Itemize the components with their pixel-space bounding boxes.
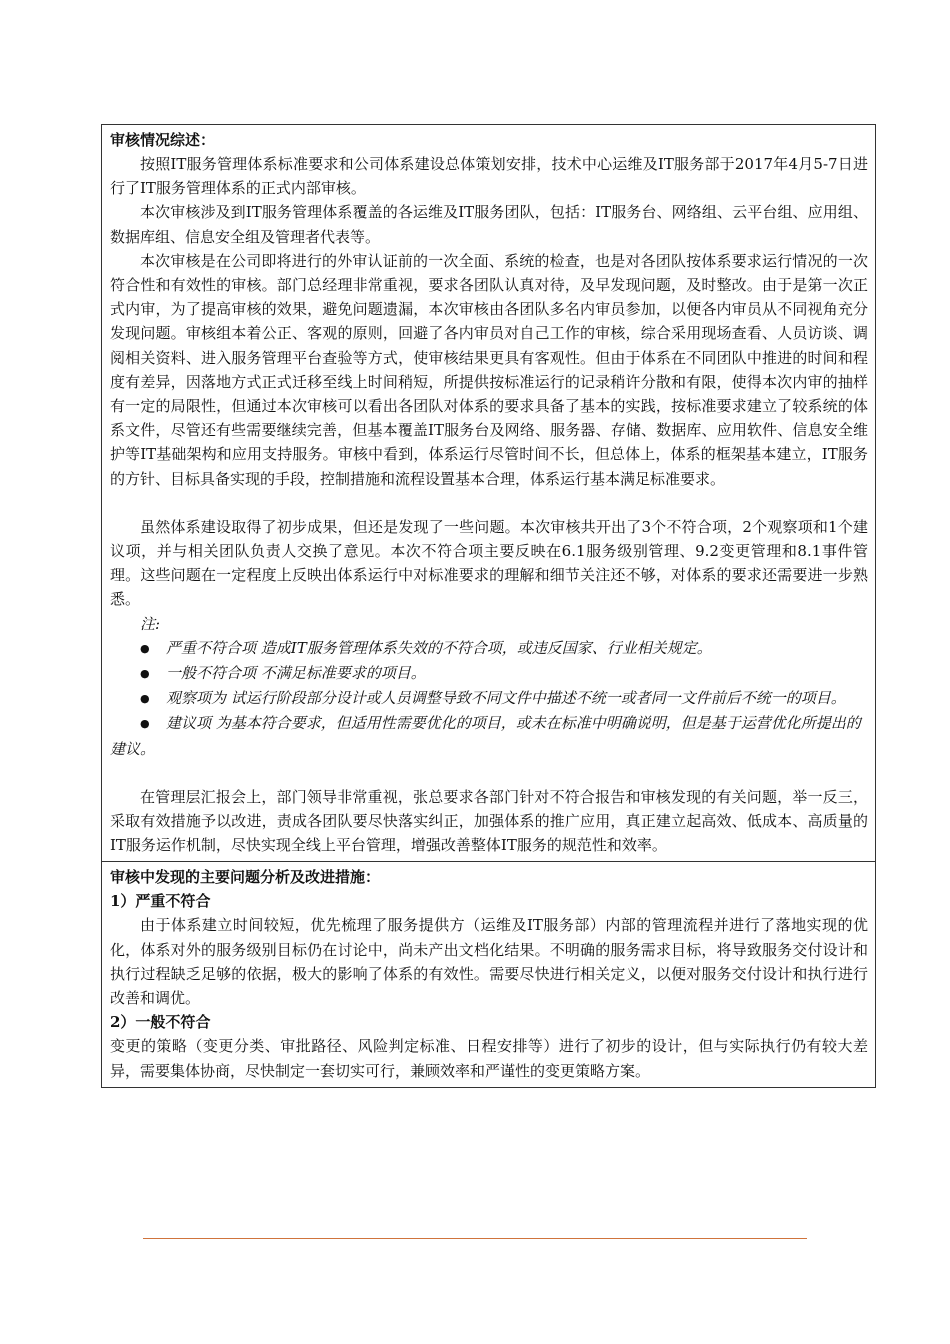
blank-line	[110, 761, 868, 785]
summary-paragraph: 虽然体系建设取得了初步成果，但还是发现了一些问题。本次审核共开出了3个不符合项，2个观察项和1个建议项，并与相关团队负责人交换了意见。本次不符合项主要反映在6.1服务级别管理、9.2变更管理和8.1事件管理。这些问题在一定程度上反映出体系运行中对标准要求的理解和细节关注还不够，对体系的要求还需要进一步熟悉。	[110, 517, 868, 609]
audit-summary-section	[102, 125, 875, 861]
serious-nonconformity-text: 由于体系建立时间较短，优先梳理了服务提供方（运维及IT服务部）内部的管理流程并进行了落地实现的优化，体系对外的服务级别目标仍在讨论中，尚未产出文档化结果。不明确的服务需求目标，将导致服务交付设计和执行过程缺乏足够的依据，极大的影响了体系的有效性。需要尽快进行相关定义，以便对服务交付设计和执行进行改善和调优。	[110, 916, 868, 1008]
serious-nonconformity-title: 1）严重不符合	[110, 892, 211, 911]
general-nonconformity-title: 2）一般不符合	[110, 1013, 211, 1032]
note-item	[110, 686, 868, 711]
note-text: 严重不符合项 造成IT服务管理体系失效的不符合项，或违反国家、行业相关规定。	[166, 638, 712, 657]
note-item	[110, 661, 868, 686]
summary-paragraph: 本次审核是在公司即将进行的外审认证前的一次全面、系统的检查，也是对各团队按体系要求运行情况的一次符合性和有效性的审核。部门总经理非常重视，要求各团队认真对待，及早发现问题，及时整改。由于是第一次正式内审，为了提高审核的效果，避免问题遗漏，本次审核由各团队多名内审员参加，以便各内审员从不同视角充分发现问题。审核组本着公正、客观的原则，回避了各内审员对自己工作的审核，综合采用现场查看、人员访谈、调阅相关资料、进入服务管理平台查验等方式，使审核结果更具有客观性。但由于体系在不同团队中推进的时间和程度有差异，因落地方式正式迁移至线上时间稍短，所提供按标准运行的记录稍许分散和有限，使得本次内审的抽样有一定的局限性，但通过本次审核可以看出各团队对体系的要求具备了基本的实践，按标准要求建立了较系统的体系文件，尽管还有些需要继续完善，但基本覆盖IT服务台及网络、服务器、存储、数据库、应用软件、信息安全维护等IT基础架构和应用支持服务。审核中看到，体系运行尽管时间不长，但总体上，体系的框架基本建立，IT服务的方针、目标具备实现的手段，控制措施和流程设置基本合理，体系运行基本满足标准要求。	[110, 251, 868, 488]
bullet-icon: ●	[140, 641, 150, 655]
issues-analysis-heading: 审核中发现的主要问题分析及改进措施：	[110, 868, 381, 887]
note-text: 建议项 为基本符合要求，但适用性需要优化的项目，或未在标准中明确说明，但是基于运营优化所提出的建议。	[110, 714, 861, 758]
bullet-icon: ●	[140, 717, 150, 731]
note-item	[110, 636, 868, 661]
summary-paragraph: 按照IT服务管理体系标准要求和公司体系建设总体策划安排，技术中心运维及IT服务部于2017年4月5-7日进行了IT服务管理体系的正式内部审核。	[110, 155, 868, 198]
bullet-icon: ●	[140, 692, 150, 706]
note-text: 观察项为 试运行阶段部分设计或人员调整导致不同文件中描述不统一或者同一文件前后不统一的项目。	[166, 689, 846, 708]
closing-paragraph: 在管理层汇报会上，部门领导非常重视，张总要求各部门针对不符合报告和审核发现的有关问题，举一反三，采取有效措施予以改进，责成各团队要尽快落实纠正，加强体系的推广应用，真正建立起高效、低成本、高质量的IT服务运作机制，尽快实现全线上平台管理，增强改善整体IT服务的规范性和效率。	[110, 787, 868, 855]
bullet-icon: ●	[140, 667, 150, 681]
note-text: 一般不符合项 不满足标准要求的项目。	[166, 664, 426, 683]
general-nonconformity-text: 变更的策略（变更分类、审批路径、风险判定标准、日程安排等）进行了初步的设计，但与实际执行仍有较大差异，需要集体协商，尽快制定一套切实可行，兼顾效率和严谨性的变更策略方案。	[110, 1037, 868, 1080]
issues-analysis-section	[102, 861, 875, 1086]
audit-summary-heading: 审核情况综述：	[110, 131, 216, 149]
audit-report-table	[101, 124, 876, 1088]
summary-paragraph: 本次审核涉及到IT服务管理体系覆盖的各运维及IT服务团队，包括：IT服务台、网络组、云平台组、应用组、数据库组、信息安全组及管理者代表等。	[110, 203, 868, 246]
note-item	[110, 711, 868, 760]
blank-line	[110, 491, 868, 515]
note-label: 注:	[140, 614, 161, 633]
footer-divider	[143, 1238, 807, 1239]
